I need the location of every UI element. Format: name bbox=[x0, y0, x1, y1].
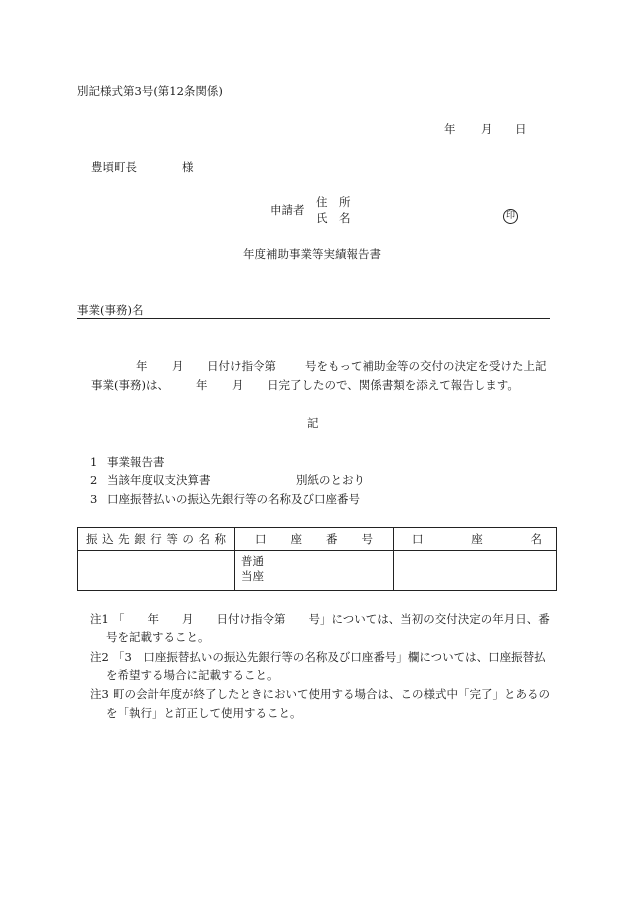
ki-heading: 記 bbox=[307, 416, 319, 430]
body-line2-end: 日完了したので、関係書類を添えて報告します。 bbox=[267, 378, 519, 392]
table-header-row bbox=[78, 528, 557, 551]
project-name-underline bbox=[77, 318, 550, 319]
body-line1-text2: 号をもって補助金等の交付の決定を受けた上記 bbox=[305, 359, 547, 373]
date-month-label: 月 bbox=[481, 122, 493, 136]
note-label: 注1 bbox=[90, 612, 109, 626]
note-line: 号を記載すること。 bbox=[106, 630, 210, 644]
note-label: 注2 bbox=[90, 650, 109, 664]
list-item-number: 3 bbox=[90, 492, 98, 506]
account-name-cell[interactable] bbox=[394, 551, 557, 591]
body-line2-start: 事業(事務)は、 bbox=[91, 378, 169, 392]
list-item-note: 別紙のとおり bbox=[296, 473, 365, 487]
body-line1-year: 年 bbox=[136, 359, 148, 373]
body-line1-month: 月 bbox=[172, 359, 184, 373]
project-name-label: 事業(事務)名 bbox=[77, 303, 144, 317]
list-item-text: 事業報告書 bbox=[107, 455, 165, 469]
form-number: 別記様式第3号(第12条関係) bbox=[77, 84, 223, 98]
list-item-number: 2 bbox=[90, 473, 98, 487]
applicant-label: 申請者 bbox=[270, 203, 305, 217]
note-line: 町の会計年度が終了したときにおいて使用する場合は、この様式中「完了」とあるの bbox=[113, 687, 550, 701]
date-day-label: 日 bbox=[515, 122, 527, 136]
page-title: 年度補助事業等実績報告書 bbox=[243, 247, 381, 261]
note-line: 「3 口座振替払いの振込先銀行等の名称及び口座番号」欄については、口座振替払 bbox=[113, 650, 546, 664]
addressee-honorific: 様 bbox=[182, 160, 194, 174]
account-number-cell[interactable] bbox=[235, 551, 394, 591]
table-row bbox=[78, 551, 557, 591]
date-year-label: 年 bbox=[444, 122, 456, 136]
header-account-number: 口 座 番 号 bbox=[235, 528, 394, 551]
address-label: 住 所 bbox=[316, 195, 351, 209]
body-line2-month: 月 bbox=[232, 378, 244, 392]
note-line: を希望する場合に記載すること。 bbox=[106, 668, 279, 682]
list-item-text: 当該年度収支決算書 bbox=[107, 473, 211, 487]
account-type-current: 当座 bbox=[241, 569, 264, 583]
body-line1-text: 日付け指令第 bbox=[207, 359, 276, 373]
note-line: 「 年 月 日付け指令第 号」については、当初の交付決定の年月日、番 bbox=[113, 612, 550, 626]
header-bank-name: 振 込 先 銀 行 等 の 名 称 bbox=[78, 528, 235, 551]
seal-mark: 印 bbox=[503, 209, 518, 224]
body-line2-year: 年 bbox=[196, 378, 208, 392]
addressee-name: 豊頃町長 bbox=[91, 160, 137, 174]
list-item-text: 口座振替払いの振込先銀行等の名称及び口座番号 bbox=[107, 492, 360, 506]
account-type-regular: 普通 bbox=[241, 554, 264, 568]
name-label: 氏 名 bbox=[316, 211, 351, 225]
bank-name-cell[interactable] bbox=[78, 551, 235, 591]
bank-account-table bbox=[77, 527, 557, 591]
header-account-name: 口 座 名 bbox=[394, 528, 557, 551]
note-line: を「執行」と訂正して使用すること。 bbox=[106, 706, 302, 720]
list-item-number: 1 bbox=[90, 455, 98, 469]
note-label: 注3 bbox=[90, 687, 109, 701]
